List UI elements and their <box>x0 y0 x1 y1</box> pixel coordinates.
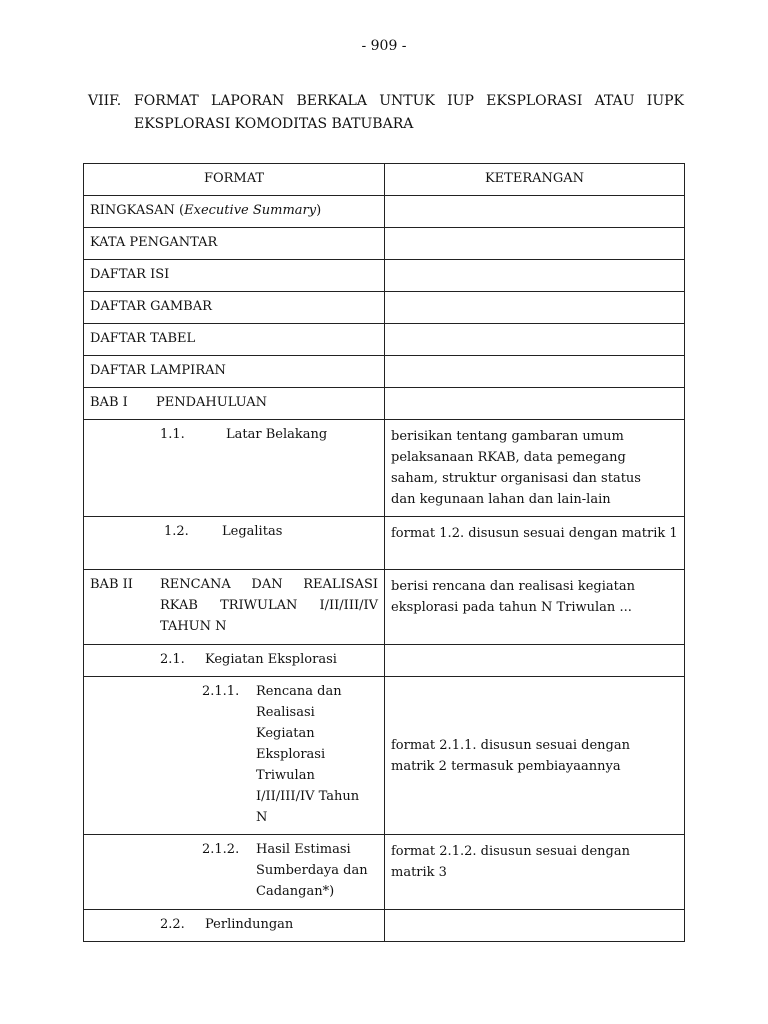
executive-summary-text: Executive Summary <box>184 203 317 218</box>
table-row <box>84 260 685 292</box>
desc-2-1-1: format 2.1.1. disusun sesuai dengan matrik 2 termasuk pembiayaannya <box>391 738 630 774</box>
row-1-1: 1.1. Latar Belakang <box>160 427 328 442</box>
section-heading <box>88 90 684 136</box>
desc-1-2: format 1.2. disusun sesuai dengan matrik 1 <box>391 526 678 541</box>
desc-bab-2: berisi rencana dan realisasi kegiatan eksplorasi pada tahun N Triwulan ... <box>391 579 635 615</box>
table-row <box>84 292 685 324</box>
header-format: FORMAT <box>84 164 385 196</box>
row-2-1: 2.1. Kegiatan Eksplorasi <box>160 652 337 667</box>
table-row <box>84 645 685 677</box>
section-heading-number: VIIF. <box>88 93 122 109</box>
row-daftar-lampiran: DAFTAR LAMPIRAN <box>90 363 226 378</box>
row-kata-pengantar: KATA PENGANTAR <box>90 235 218 250</box>
row-daftar-gambar: DAFTAR GAMBAR <box>90 299 212 314</box>
section-heading-line-1: FORMAT LAPORAN BERKALA UNTUK IUP EKSPLORASI ATAU IUPK <box>134 93 684 109</box>
table-row <box>84 196 685 228</box>
desc-1-1: berisikan tentang gambaran umum pelaksanaan RKAB, data pemegang saham, struktur organisasi dan status dan kegunaan lahan dan lain-lain <box>391 429 641 507</box>
table-row <box>84 388 685 420</box>
row-2-1-2: 2.1.2. Hasil Estimasi Sumberdaya dan Cadangan*) <box>202 842 368 899</box>
table-row <box>84 420 685 517</box>
table-row <box>84 324 685 356</box>
table-row <box>84 228 685 260</box>
header-keterangan: KETERANGAN <box>385 164 685 196</box>
format-table <box>83 163 685 942</box>
table-row <box>84 910 685 942</box>
table-row <box>84 677 685 835</box>
row-ringkasan: RINGKASAN (Executive Summary) <box>90 203 322 218</box>
row-2-1-1: 2.1.1. Rencana dan Realisasi Kegiatan Eksplorasi Triwulan I/II/III/IV Tahun N <box>202 684 360 825</box>
desc-2-1-2: format 2.1.2. disusun sesuai dengan matrik 3 <box>391 844 630 880</box>
table-header-row <box>84 164 685 196</box>
table-row <box>84 356 685 388</box>
row-1-2: 1.2. Legalitas <box>164 524 283 539</box>
page-number: - 909 - <box>361 38 407 54</box>
row-daftar-isi: DAFTAR ISI <box>90 267 170 282</box>
row-2-2: 2.2. Perlindungan <box>160 917 294 932</box>
row-bab-1: BAB I PENDAHULUAN <box>90 395 267 410</box>
table-row <box>84 517 685 570</box>
row-bab-2: BAB II RENCANA DAN REALISASI RKAB TRIWULAN I/II/III/IV TAHUN N <box>90 577 378 634</box>
row-daftar-tabel: DAFTAR TABEL <box>90 331 196 346</box>
table-row <box>84 835 685 910</box>
table-row <box>84 570 685 645</box>
section-heading-line-2: EKSPLORASI KOMODITAS BATUBARA <box>134 116 414 132</box>
